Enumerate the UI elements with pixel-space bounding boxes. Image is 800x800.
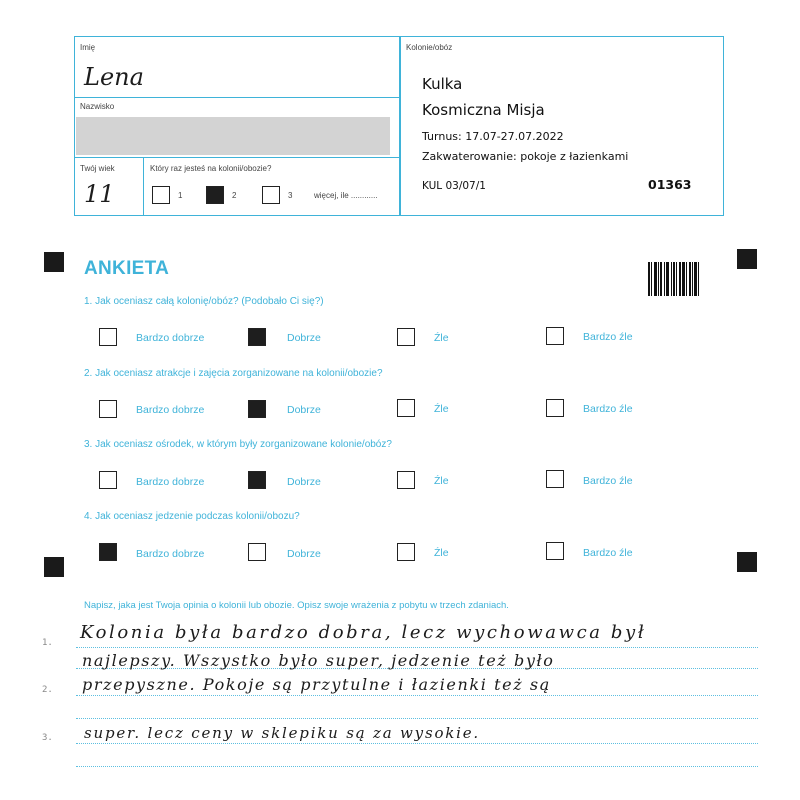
registration-marker-top-right [737,249,757,269]
question-1-text: 1. Jak oceniasz całą kolonię/obóz? (Podobało Ci się?) [84,296,324,307]
q2-very-good-checkbox[interactable] [99,400,117,418]
q1-very-bad-label: Bardzo źle [583,331,633,343]
handwritten-line-2: najlepszy. Wszystko było super, jedzenie też było [82,651,555,670]
question-2-text: 2. Jak oceniasz atrakcje i zajęcia zorganizowane na kolonii/obozie? [84,368,383,379]
q1-very-bad-checkbox[interactable] [546,327,564,345]
survey-title: ANKIETA [84,258,170,279]
q4-very-good-label: Bardzo dobrze [136,548,205,560]
turnus-text: Turnus: 17.07-27.07.2022 [422,130,564,143]
registration-marker-top-left [44,252,64,272]
writing-line [76,766,758,767]
q2-very-good-label: Bardzo dobrze [136,404,205,416]
q1-very-good-label: Bardzo dobrze [136,332,205,344]
age-value: 11 [84,180,115,208]
q3-very-bad-checkbox[interactable] [546,470,564,488]
line-number-1: 1. [42,638,53,648]
times-checkbox-3[interactable] [262,186,280,204]
camp-code: KUL 03/07/1 [422,180,486,192]
q2-bad-label: Źle [434,403,449,415]
times-option-3: 3 [288,191,293,200]
question-4-text: 4. Jak oceniasz jedzenie podczas kolonii/obozu? [84,511,300,522]
name-label: Imię [80,43,96,52]
surname-redaction [76,117,390,155]
q3-good-label: Dobrze [287,476,321,488]
times-label: Który raz jesteś na kolonii/obozie? [150,164,272,173]
q4-bad-checkbox[interactable] [397,543,415,561]
q1-bad-checkbox[interactable] [397,328,415,346]
q3-very-good-checkbox[interactable] [99,471,117,489]
q4-very-bad-label: Bardzo źle [583,547,633,559]
writing-line [76,647,758,648]
line-number-3: 3. [42,733,53,743]
q3-very-good-label: Bardzo dobrze [136,476,205,488]
q4-bad-label: Źle [434,547,449,559]
times-checkbox-1[interactable] [152,186,170,204]
q3-very-bad-label: Bardzo źle [583,475,633,487]
registration-marker-bottom-left [44,557,64,577]
camp-label: Kolonie/obóz [406,43,453,52]
handwritten-line-3: przepyszne. Pokoje są przytulne i łazienki też są [82,675,551,694]
q1-very-good-checkbox[interactable] [99,328,117,346]
surname-divider [74,157,400,158]
writing-line [76,695,758,696]
q2-very-bad-label: Bardzo źle [583,403,633,415]
times-more-label: więcej, ile ............ [314,191,378,200]
q1-good-label: Dobrze [287,332,321,344]
name-divider [74,97,400,98]
times-option-1: 1 [178,191,183,200]
q4-good-label: Dobrze [287,548,321,560]
q1-good-checkbox[interactable] [248,328,266,346]
age-divider [143,157,144,216]
question-3-text: 3. Jak oceniasz ośrodek, w którym były zorganizowane kolonie/obóz? [84,439,392,450]
registration-marker-bottom-right [737,552,757,572]
writing-line [76,743,758,744]
q3-bad-checkbox[interactable] [397,471,415,489]
q4-very-bad-checkbox[interactable] [546,542,564,560]
handwritten-line-4: super. lecz ceny w sklepiku są za wysokie. [84,724,481,742]
q2-good-label: Dobrze [287,404,321,416]
barcode-icon [648,262,702,296]
q4-good-checkbox[interactable] [248,543,266,561]
times-option-2: 2 [232,191,237,200]
line-number-2: 2. [42,685,53,695]
camp-name: Kulka [422,75,463,93]
opinion-prompt: Napisz, jaka jest Twoja opinia o kolonii lub obozie. Opisz swoje wrażenia z pobytu w trzech zdaniach. [84,600,509,611]
name-value: Lena [84,63,144,91]
handwritten-line-1: Kolonia była bardzo dobra, lecz wychowawca był [80,622,647,643]
q4-very-good-checkbox[interactable] [99,543,117,561]
times-checkbox-2[interactable] [206,186,224,204]
writing-line [76,718,758,719]
q3-good-checkbox[interactable] [248,471,266,489]
q2-bad-checkbox[interactable] [397,399,415,417]
q2-good-checkbox[interactable] [248,400,266,418]
age-label: Twój wiek [80,164,115,173]
q1-bad-label: Źle [434,332,449,344]
q2-very-bad-checkbox[interactable] [546,399,564,417]
accommodation-text: Zakwaterowanie: pokoje z łazienkami [422,150,629,163]
camp-program: Kosmiczna Misja [422,101,545,119]
surname-label: Nazwisko [80,102,115,111]
form-number: 01363 [648,177,692,192]
q3-bad-label: Źle [434,475,449,487]
